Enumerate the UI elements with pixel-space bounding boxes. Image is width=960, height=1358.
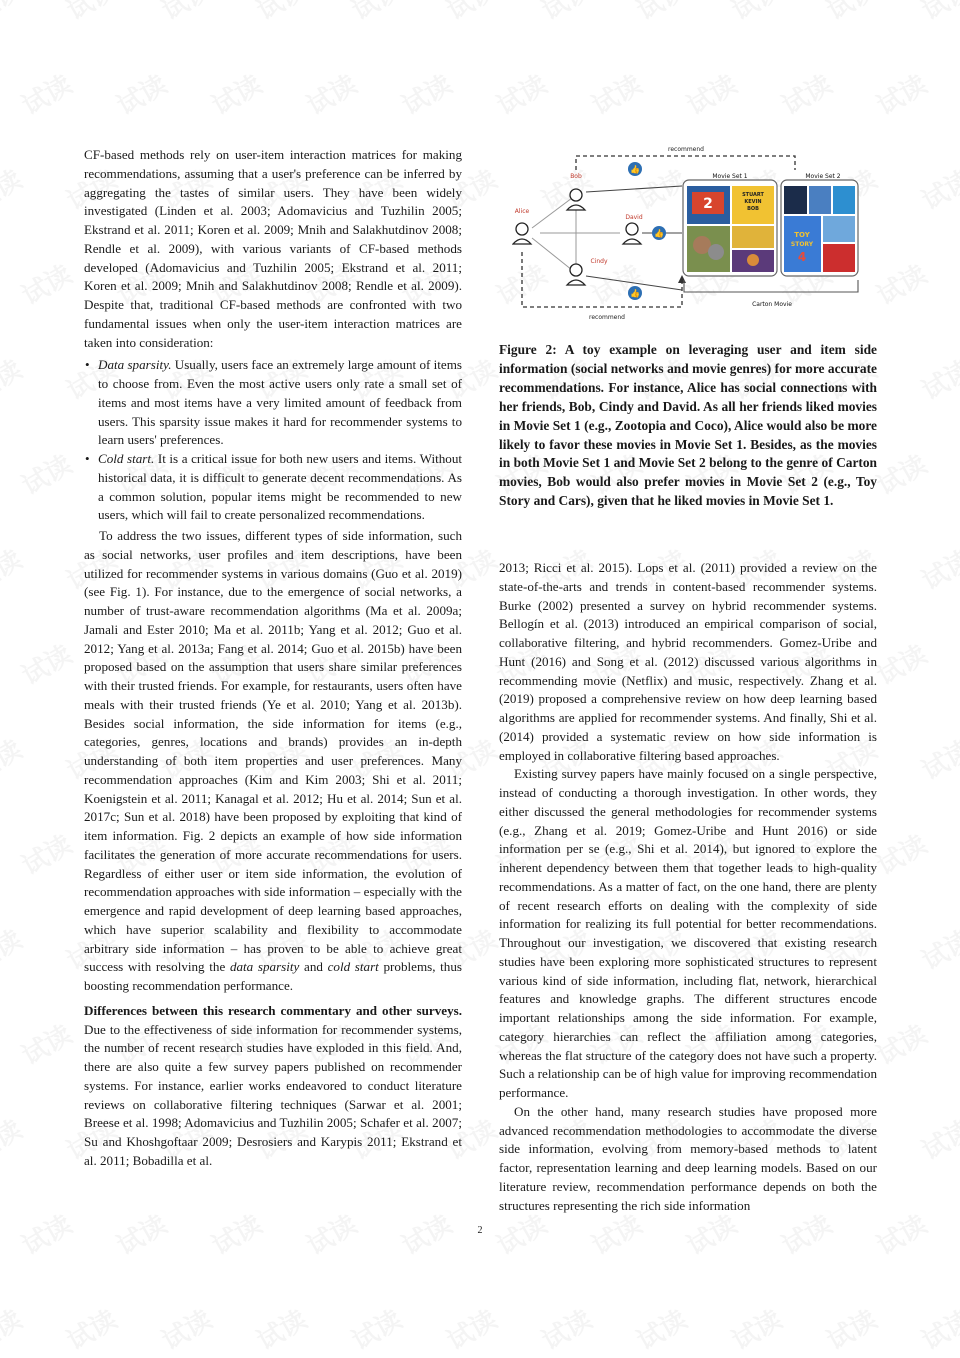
- watermark-text: [14, 634, 78, 692]
- watermark-text: [394, 64, 458, 122]
- watermark-text: [914, 729, 960, 787]
- watermark-text: [204, 64, 268, 122]
- svg-text:4: 4: [797, 250, 807, 264]
- watermark-text: [154, 1299, 218, 1357]
- watermark-text: [869, 254, 933, 312]
- svg-text:👍: 👍: [630, 165, 640, 174]
- svg-text:STORY: STORY: [790, 241, 814, 248]
- watermark-text: [14, 1014, 78, 1072]
- paragraph: On the other hand, many research studies have proposed more advanced recommendation methodologies to accommodate the diverse side information, evolving from memory-based methods to latent factor, representation learning and deep learning models. Based on our literature review, recommendation performance depends on both the structures representing the rich side information: [499, 1103, 877, 1213]
- bullet-item: [98, 450, 462, 525]
- svg-text:👍: 👍: [630, 289, 640, 298]
- watermark-text: [914, 919, 960, 977]
- watermark-text: [914, 159, 960, 217]
- watermark-text: [0, 0, 28, 28]
- movie-set-2-label: Movie Set 2: [805, 173, 841, 180]
- svg-text:👍: 👍: [654, 229, 664, 238]
- watermark-text: [724, 0, 788, 28]
- watermark-text: [774, 64, 838, 122]
- watermark-text: [869, 634, 933, 692]
- svg-text:STUART: STUART: [742, 192, 764, 198]
- watermark-text: [679, 64, 743, 122]
- watermark-text: [249, 1299, 313, 1357]
- left-column: [84, 146, 462, 1171]
- user-bob-icon: [567, 173, 585, 210]
- right-column: [499, 559, 877, 1215]
- paragraph: [84, 1002, 462, 1171]
- watermark-text: [629, 0, 693, 28]
- watermark-text: [439, 1299, 503, 1357]
- watermark-text: [59, 1299, 123, 1357]
- svg-text:KEVIN: KEVIN: [744, 199, 762, 205]
- watermark-text: [724, 1299, 788, 1357]
- paragraph: Existing survey papers have mainly focused on a single perspective, instead of conducting a thorough investigation. In other words, they either discussed the general methodologies for recommender systems (e.g., Zhang et al. 2019; Gomez-Uribe and Hunt 2016) or side information per se (e.g., Shi et al. 2014), but ignored to explore the inherent dependency between them that together leads to high-quality recommendations. As a matter of fact, on the one hand, there are plenty of recent research efforts on dealing with the complexity of side information for realizing its full potential for better recommendations. Throughout our investigation, we discovered that existing research studies have been exploring more sophisticated structures to represent various kind of side information, including flat, network, hierarchical features and knowledge graphs. The different structures encode important relationships among the side information. For example, category hierarchies can reflect the affiliation among categories, whereas the flat structure of the category does not have such a property. Such a relationship can be of high value for improving recommendation performance.: [499, 766, 877, 1100]
- figure-caption: Figure 2: A toy example on leveraging user and item side information (social networks and movie genres) for more accurate recommendations. For instance, Alice has social connections with her friends, Bob, Cindy and David. As all her friends liked movies in Movie Set 1 (e.g., Zootopia and Coco), Alice would also be more likely to favor these movies in Movie Set 1. Besides, as the movies in both Movie Set 1 and Movie Set 2 belong to the genre of Carton movies, Bob would also prefer movies in Movie Set 2 (e.g., Toy Story and Cars), given that he liked movies in Movie Set 1.: [499, 342, 877, 509]
- svg-text:Alice: Alice: [514, 208, 530, 215]
- watermark-text: [534, 0, 598, 28]
- watermark-text: [154, 0, 218, 28]
- bullet-list: [84, 356, 462, 525]
- user-david-icon: [623, 214, 643, 244]
- watermark-text: [14, 64, 78, 122]
- watermark-text: [0, 729, 28, 787]
- watermark-text: [0, 1109, 28, 1167]
- bullet-text: It is a critical issue for both new users and items. Without historical data, it is difficult to generate decent recommendations. As a common solution, popular items might be recommended to new users, which will fail to create personalized recommendations.: [98, 451, 463, 523]
- watermark-text: [819, 0, 883, 28]
- text-run: and: [299, 959, 328, 975]
- watermark-text: [914, 1299, 960, 1357]
- bottom-recommend-label: recommend: [589, 314, 625, 321]
- movie-set-1-label: Movie Set 1: [712, 173, 748, 180]
- watermark-text: [0, 349, 28, 407]
- watermark-text: [344, 0, 408, 28]
- watermark-text: [819, 1299, 883, 1357]
- paragraph-heading: Differences between this research commentary and other surveys.: [84, 1002, 462, 1018]
- paragraph: 2013; Ricci et al. 2015). Lops et al. (2011) provided a review on the state-of-the-arts and trends in content-based recommender systems. Burke (2002) presented a survey on hybrid recommender systems. Bellogín et al. (2013) introduced an empirical comparison of social, collaborative filtering, and hybrid recommenders. Gomez-Uribe and Hunt (2016) and Song et al. (2012) discussed various algorithms in recommending movie (Netflix) and music, respectively. Zhang et al. (2019) proposed a comprehensive review on how deep learning based algorithms are applied for recommender systems. And finally, Shi et al. (2014) provided a systematic review on how side information is employed in collaborative filtering based approaches.: [499, 560, 877, 763]
- top-recommend-label: recommend: [668, 146, 704, 153]
- svg-text:Bob: Bob: [570, 173, 582, 180]
- watermark-text: [344, 1299, 408, 1357]
- paragraph: [84, 527, 462, 996]
- bullet-term: Cold start.: [98, 451, 155, 466]
- watermark-text: [299, 64, 363, 122]
- watermark-text: [914, 0, 960, 28]
- paragraph: CF-based methods rely on user-item interaction matrices for making recommendations, assuming that a user's preference can be inferred by aggregating the tastes of similar users. They have been widely investigated (Linden et al. 2003; Adomavicius and Tuzhilin 2005; Ekstrand et al. 2011; Koren et al. 2009; Mnih and Salakhutdinov 2008; Rendle et al. 2009), with various variants of CF-based methods developed (Adomavicius and Tuzhilin 2005; Ekstrand et al. 2011; Koren et al. 2009; Mnih and Salakhutdinov 2008; Rendle et al. 2009). Despite that, traditional CF-based methods are confronted with two fundamental issues when only the user-item interaction matrices are taken into consideration:: [84, 147, 462, 350]
- watermark-text: [0, 1299, 28, 1357]
- page-number: 2: [477, 1225, 483, 1236]
- watermark-text: [439, 0, 503, 28]
- bullet-text: Usually, users face an extremely large amount of items to choose from. Even the most active users only rate a small set of items and most items have a very limited amount of feedback from users. This sparsity issue makes it hard for recommender systems to learn users' preferences.: [98, 357, 462, 448]
- watermark-text: [0, 919, 28, 977]
- watermark-text: [914, 539, 960, 597]
- carton-movie-label: Carton Movie: [752, 301, 792, 308]
- watermark-text: [869, 64, 933, 122]
- watermark-text: [869, 444, 933, 502]
- watermark-text: [914, 349, 960, 407]
- watermark-text: [59, 0, 123, 28]
- figure-2: [512, 140, 874, 326]
- text-run: problems, thus boosting recommendation performance.: [84, 959, 462, 993]
- user-cindy-icon: [567, 258, 608, 285]
- watermark-text: [0, 539, 28, 597]
- watermark-text: [0, 159, 28, 217]
- movie-set-2-posters: [784, 186, 855, 272]
- recommend-arrow-top: [576, 156, 795, 170]
- watermark-text: [249, 0, 313, 28]
- bullet-item: [98, 356, 462, 450]
- user-alice-icon: [513, 208, 531, 244]
- watermark-text: [109, 64, 173, 122]
- carton-movie-bracket: [684, 280, 858, 292]
- watermark-text: [869, 1014, 933, 1072]
- watermark-text: [489, 64, 553, 122]
- watermark-text: [14, 254, 78, 312]
- watermark-text: [869, 824, 933, 882]
- emphasis: data sparsity: [229, 959, 300, 975]
- svg-text:Cindy: Cindy: [590, 258, 608, 265]
- watermark-text: [629, 1299, 693, 1357]
- text-run: Due to the effectiveness of side information for recommender systems, the number of recent research studies have exploded in this field. And, there are also quite a few survey papers published on recommender systems. For instance, earlier works endeavored to conduct literature reviews on collaborative filtering techniques (Sarwar et al. 2001; Breese et al. 1998; Adomavicius and Tuzhilin 2005; Schafer et al. 2007; Su and Khoshgoftaar 2009; Desrosiers and Karypis 2011; Ekstrand et al. 2011; Bobadilla et al.: [84, 1021, 462, 1168]
- watermark-text: [14, 824, 78, 882]
- svg-text:TOY: TOY: [794, 231, 810, 239]
- svg-text:2: 2: [703, 196, 713, 212]
- watermark-text: [914, 1109, 960, 1167]
- bullet-term: Data sparsity.: [98, 357, 172, 373]
- watermark-text: [584, 64, 648, 122]
- emphasis: cold start: [327, 959, 379, 975]
- watermark-text: [534, 1299, 598, 1357]
- svg-text:David: David: [625, 214, 643, 221]
- watermark-text: [14, 444, 78, 502]
- svg-text:BOB: BOB: [747, 206, 759, 212]
- text-run: To address the two issues, different types of side information, such as social networks, user profiles and item descriptions, have been utilized for recommender systems in various domains (Guo et al. 2019) (see Fig. 1). For instance, due to the emergence of social networks, a number of trust-aware recommendation algorithms (Ma et al. 2009a; Jamali and Ester 2010; Ma et al. 2011b; Yang et al. 2012; Guo et al. 2012; Yang et al. 2013a; Fang et al. 2014; Guo et al. 2015b) have been proposed based on the assumption that users share similar preferences with their trusted friends. For example, for restaurants, users often have meals with their trusted friends (Ye et al. 2010; Yang et al. 2013b). Besides social information, the side information for items (e.g., categories, genres, locations and brands) provides an in-depth understanding of both item properties and user preferences. Many recommendation approaches (Kim and Kim 2003; Shi et al. 2011; Koenigstein et al. 2011; Kanagal et al. 2012; Hu et al. 2014; Sun et al. 2017c; Sun et al. 2018) have been proposed by exploiting that kind of item information. Fig. 2 depicts an example of how side information facilitates the generation of more accurate recommendations for users. Regardless of either user or item side information, the evolution of recommendation approaches with side information – especially with the emergence and rapid development of deep learning based approaches, which have superior scalability and flexibility to accommodate arbitrary side information – has proven to be able to achieve great success with resolving the: [84, 528, 462, 975]
